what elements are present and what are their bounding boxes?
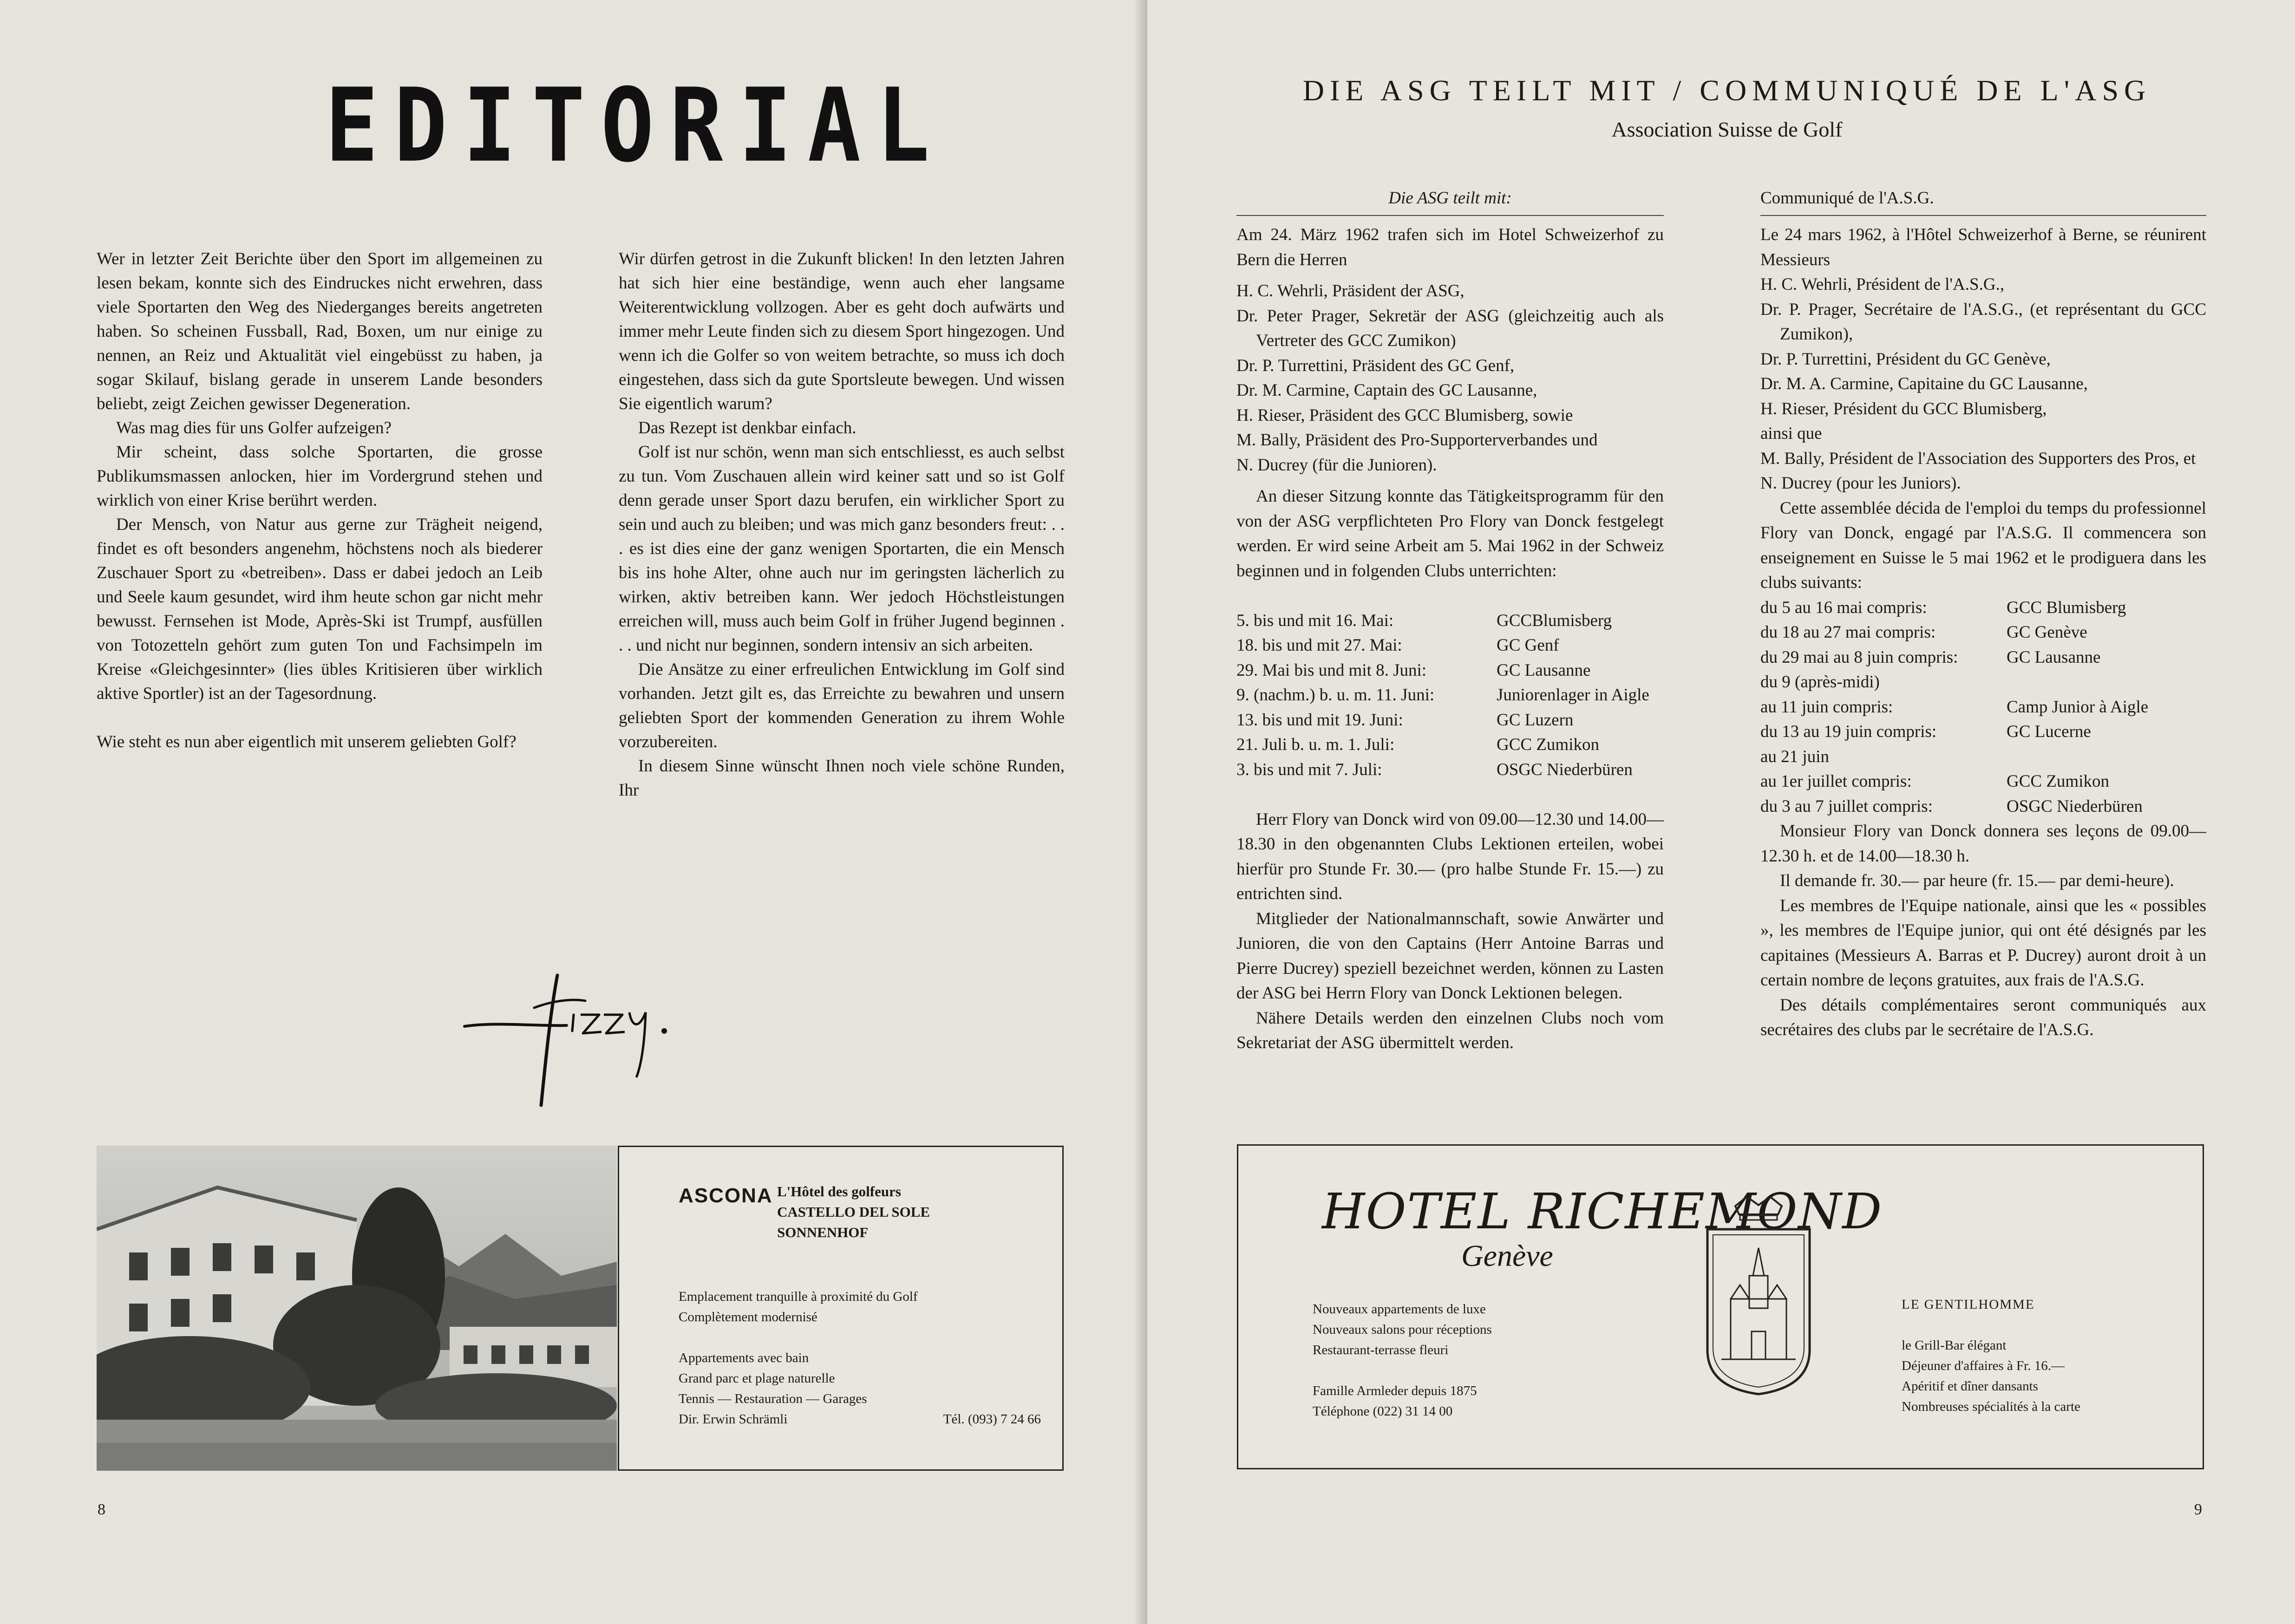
ad-line: Famille Armleder depuis 1875: [1313, 1383, 1477, 1398]
paragraph: Cette assemblée décida de l'emploi du temps du professionnel Flory van Donck, engagé par l'A.S.G. Il commencera son enseignement en Suisse le 5 mai 1962 et le prodiguera dans les clubs suivants:: [1760, 498, 2206, 592]
ad-line: Déjeuner d'affaires à Fr. 16.—: [1902, 1358, 2065, 1373]
ad-line: le Grill-Bar élégant: [1902, 1338, 2007, 1353]
crest-icon: [1703, 1192, 1814, 1396]
paragraph: Wir dürfen getrost in die Zukunft blicken! In den letzten Jahren hat sich hier eine beständige, wenn auch eher langsame Weiterentwicklung vollzogen. Aber es geht doch aufwärts und immer mehr Leute finden sich zu diesem Sport hingezogen. Und wenn ich die Golfer so von weitem betrachte, so muss ich doch eingestehen, dass sich da gute Sportsleute bewegen. Und wissen Sie eigentlich warum?: [619, 249, 1065, 413]
ascona-details: [679, 1286, 1041, 1429]
schedule-club: GCC Zumikon: [1497, 735, 1599, 754]
schedule-date: du 3 au 7 juillet compris:: [1760, 796, 1933, 816]
schedule-date: 9. (nachm.) b. u. m. 11. Juni:: [1236, 685, 1435, 704]
paragraph: Mitglieder der Nationalmannschaft, sowie Anwärter und Junioren, die von den Captains (Herr Antoine Barras und Pierre Ducrey) speziell bezeichnet werden, können zu Lasten der ASG bei Herrn Flory van Donck Lektionen belegen.: [1236, 909, 1664, 1003]
schedule-date: 5. bis und mit 16. Mai:: [1236, 611, 1394, 630]
paragraph: Monsieur Flory van Donck donnera ses leçons de 09.00—12.30 h. et de 14.00—18.30 h.: [1760, 822, 2206, 866]
paragraph: Il demande fr. 30.— par heure (fr. 15.— par demi-heure).: [1780, 871, 2174, 890]
attendee: Dr. P. Prager, Secrétaire de l'A.S.G., (et représentant du GCC Zumikon),: [1760, 300, 2206, 344]
attendee: Dr. M. A. Carmine, Capitaine du GC Lausanne,: [1760, 374, 2088, 393]
schedule-club: Juniorenlager in Aigle: [1497, 685, 1649, 704]
editorial-column-1: [97, 247, 543, 754]
schedule-club: [2007, 744, 2206, 770]
hotel-richemond-ad: [1237, 1144, 2204, 1469]
schedule-table: [1236, 608, 1664, 783]
attendee: M. Bally, Président de l'Association des Supporters des Pros, et: [1760, 449, 2196, 468]
schedule-date: du 18 au 27 mai compris:: [1760, 623, 1936, 642]
schedule-date: au 1er juillet compris:: [1760, 772, 1912, 791]
asg-subtitle: Association Suisse de Golf: [1611, 117, 1843, 141]
paragraph: An dieser Sitzung konnte das Tätigkeitsprogramm für den von der ASG verpflichteten Pro Flory van Donck festgelegt werden. Er wird seine Arbeit am 5. Mai 1962 in der Schweiz beginnen und in folgenden Clubs unterrichten:: [1236, 487, 1664, 580]
schedule-club: GCCBlumisberg: [1497, 611, 1612, 630]
ad-phone: Tél. (093) 7 24 66: [943, 1412, 1041, 1427]
attendee: M. Bally, Präsident des Pro-Supporterverbandes und: [1236, 430, 1598, 450]
ad-line: Apéritif et dîner dansants: [1902, 1379, 2038, 1394]
handwritten-signature: [460, 957, 683, 1115]
hotel-name: CASTELLO DEL SOLE: [777, 1204, 930, 1220]
paragraph: Herr Flory van Donck wird von 09.00—12.30 und 14.00—18.30 in den obgenannten Clubs Lektionen erteilen, wobei hierfür pro Stunde Fr. 30.— (pro halbe Stunde Fr. 15.—) zu entrichten sind.: [1236, 809, 1664, 903]
attendee: H. Rieser, Président du GCC Blumisberg,: [1760, 399, 2047, 418]
hotel-garden-photo: [97, 1146, 617, 1471]
ad-line: Grand parc et plage naturelle: [679, 1371, 835, 1386]
page-number: 8: [98, 1501, 105, 1518]
schedule-club: GC Lucerne: [2007, 722, 2091, 741]
schedule-club: GC Genf: [1497, 636, 1559, 655]
paragraph: Golf ist nur schön, wenn man sich entschliesst, es auch selbst zu tun. Vom Zuschauen allein wird keiner satt und so ist Golf denn gerade unser Sport dazu berufen, ein wirklicher Sport zu sein und auch zu bleiben; und was mich ganz besonders freut: . . . es ist dies eine der ganz wenigen Sportarten, die ein Mensch bis ins hohe Alter, ohne auch nur im geringsten lächerlich zu wirken, aktiv betreiben kann. Wer jedoch Höchstleistungen erreichen will, muss auch beim Golf in früher Jugend beginnen . . . und nicht nur beginnen, sondern intensiv an sich arbeiten.: [619, 443, 1065, 655]
schedule-club: GC Luzern: [1497, 710, 1574, 730]
ad-line: Nouveaux appartements de luxe: [1313, 1302, 1486, 1317]
ad-line: Tennis — Restauration — Garages: [679, 1391, 867, 1406]
column-rule: [1236, 215, 1664, 216]
schedule-date: du 5 au 16 mai compris:: [1760, 598, 1927, 617]
ad-line: Emplacement tranquille à proximité du Golf: [679, 1289, 918, 1304]
richemond-details: [1313, 1299, 1684, 1422]
richemond-city: Genève: [1461, 1239, 1553, 1273]
editorial-column-2: [619, 247, 1065, 802]
attendee: Dr. P. Turrettini, Präsident des GC Genf,: [1236, 356, 1515, 375]
ascona-name: ASCONA: [679, 1184, 773, 1207]
schedule-club: Camp Junior à Aigle: [2007, 697, 2149, 717]
paragraph: Nähere Details werden den einzelnen Clubs noch vom Sekretariat der ASG übermittelt werden.: [1236, 1008, 1664, 1052]
ascona-hotel-ad: [97, 1146, 1064, 1471]
page-number: 9: [2194, 1501, 2202, 1518]
attendee: Dr. M. Carmine, Captain des GC Lausanne,: [1236, 381, 1537, 400]
schedule-date: du 29 mai au 8 juin compris:: [1760, 647, 1958, 667]
hotel-name: SONNENHOF: [777, 1224, 869, 1240]
gentilhomme-title: LE GENTILHOMME: [1902, 1297, 2035, 1312]
paragraph: Wer in letzter Zeit Berichte über den Sport im allgemeinen zu lesen bekam, konnte sich des Eindruckes nicht erwehren, dass viele Sportarten den Weg des Niederganges bereits angetreten haben. So scheinen Fussball, Rad, Boxen, um nur einige zu nennen, an Reiz und Aktualität viel eingebüsst zu haben, ja sogar Skilauf, bislang gerade in unserem Lande besonders beliebt, zeigt Zeichen gewisser Degeneration.: [97, 249, 543, 413]
schedule-date: 3. bis und mit 7. Juli:: [1236, 760, 1382, 779]
left-page: [0, 0, 1147, 1624]
ad-line: Appartements avec bain: [679, 1350, 809, 1365]
schedule-club: GCC Blumisberg: [2007, 598, 2126, 617]
schedule-club: GC Lausanne: [1497, 660, 1591, 680]
ad-line: Nombreuses spécialités à la carte: [1902, 1399, 2080, 1414]
editorial-title: EDITORIAL: [325, 66, 946, 185]
ad-director: Dir. Erwin Schrämli: [679, 1412, 788, 1427]
schedule-date: du 9 (après-midi): [1760, 672, 1880, 691]
schedule-club: [2007, 670, 2206, 695]
hotel-tagline: L'Hôtel des golfeurs: [777, 1183, 901, 1200]
paragraph: Mir scheint, dass solche Sportarten, die grosse Publikumsmassen anlocken, hier im Vordergrund stehen und wirklich von einer Krise berührt werden.: [97, 443, 543, 510]
ad-line: Complètement modernisé: [679, 1310, 817, 1324]
schedule-date: 13. bis und mit 19. Juni:: [1236, 710, 1403, 730]
paragraph: Was mag dies für uns Golfer aufzeigen?: [116, 418, 392, 437]
ascona-text-box: [618, 1146, 1064, 1471]
paragraph: Das Rezept ist denkbar einfach.: [638, 418, 857, 437]
column-rule: [1760, 215, 2206, 216]
attendee: N. Ducrey (für die Junioren).: [1236, 455, 1437, 475]
attendee: Dr. P. Turrettini, Président du GC Genève,: [1760, 349, 2051, 369]
attendee: N. Ducrey (pour les Juniors).: [1760, 474, 1961, 493]
ad-line: Nouveaux salons pour réceptions: [1313, 1322, 1492, 1337]
attendee: Dr. Peter Prager, Sekretär der ASG (gleichzeitig auch als Vertreter des GCC Zumikon): [1236, 306, 1664, 350]
asg-title: DIE ASG TEILT MIT / COMMUNIQUÉ DE L'ASG: [1302, 74, 2151, 107]
schedule-date: 29. Mai bis und mit 8. Juni:: [1236, 660, 1427, 680]
paragraph: In diesem Sinne wünscht Ihnen noch viele schöne Runden, Ihr: [619, 757, 1065, 800]
paragraph: Am 24. März 1962 trafen sich im Hotel Schweizerhof zu Bern die Herren: [1236, 225, 1664, 269]
ad-line: Téléphone (022) 31 14 00: [1313, 1404, 1453, 1419]
schedule-date: 21. Juli b. u. m. 1. Juli:: [1236, 735, 1395, 754]
asg-french-column: [1760, 186, 2206, 1043]
ad-line: Restaurant-terrasse fleuri: [1313, 1343, 1449, 1357]
schedule-date: au 11 juin compris:: [1760, 697, 1893, 717]
schedule-club: OSGC Niederbüren: [2007, 796, 2143, 816]
schedule-date: au 21 juin: [1760, 747, 1829, 766]
column-heading: Die ASG teilt mit:: [1388, 189, 1512, 208]
schedule-table: [1760, 595, 2206, 819]
gentilhomme-details: [1902, 1294, 2180, 1417]
attendee: H. C. Wehrli, Président de l'A.S.G.,: [1760, 275, 2005, 294]
column-heading: Communiqué de l'A.S.G.: [1760, 189, 1934, 208]
paragraph: Les membres de l'Equipe nationale, ainsi que les « possibles », les membres de l'Equipe junior, qui ont été désignés par les capitaines (Messieurs A. Barras et P. Ducrey) auront droit à un certain nombre de leçons gratuites, aux frais de l'A.S.G.: [1760, 896, 2206, 990]
paragraph: Le 24 mars 1962, à l'Hôtel Schweizerhof à Berne, se réunirent Messieurs: [1760, 225, 2206, 269]
richemond-logo: HOTEL RICHEMOND: [1322, 1183, 1883, 1240]
paragraph: Wie steht es nun aber eigentlich mit unserem geliebten Golf?: [97, 732, 517, 751]
attendee: H. C. Wehrli, Präsident der ASG,: [1236, 281, 1465, 300]
paragraph: Des détails complémentaires seront communiqués aux secrétaires des clubs par le secrétaire de l'A.S.G.: [1760, 995, 2206, 1039]
paragraph: Die Ansätze zu einer erfreulichen Entwicklung im Golf sind vorhanden. Jetzt gilt es, das Erreichte zu bewahren und unsern geliebten Sport der kommenden Generation zu ihrem Wohle vorzubereiten.: [619, 660, 1065, 751]
ascona-hotel-names: [777, 1181, 930, 1243]
asg-german-column: [1236, 186, 1664, 1056]
schedule-club: GC Genève: [2007, 623, 2087, 642]
attendee: H. Rieser, Präsident des GCC Blumisberg, sowie: [1236, 405, 1573, 425]
schedule-date: 18. bis und mit 27. Mai:: [1236, 636, 1402, 655]
paragraph: Der Mensch, von Natur aus gerne zur Trägheit neigend, findet es oft besonders angenehm, höchstens noch als biederer Zuschauer Sport zu «betreiben». Dass er dabei jedoch an Leib und Seele kaum gesundet, wird ihm heute schon gar nicht mehr bewusst. Fernsehen ist Mode, Après-Ski ist Trumpf, ausfüllen von Totozetteln gehört zum guten Ton und Fachsimpeln im Kreise «Gleichgesinnter» (lies übles Kritisieren über wirklich aktive Sportler) ist an der Tagesordnung.: [97, 515, 543, 703]
schedule-club: OSGC Niederbüren: [1497, 760, 1633, 779]
attendee: ainsi que: [1760, 424, 1822, 443]
schedule-club: GCC Zumikon: [2007, 772, 2109, 791]
schedule-date: du 13 au 19 juin compris:: [1760, 722, 1937, 741]
schedule-club: GC Lausanne: [2007, 647, 2101, 667]
